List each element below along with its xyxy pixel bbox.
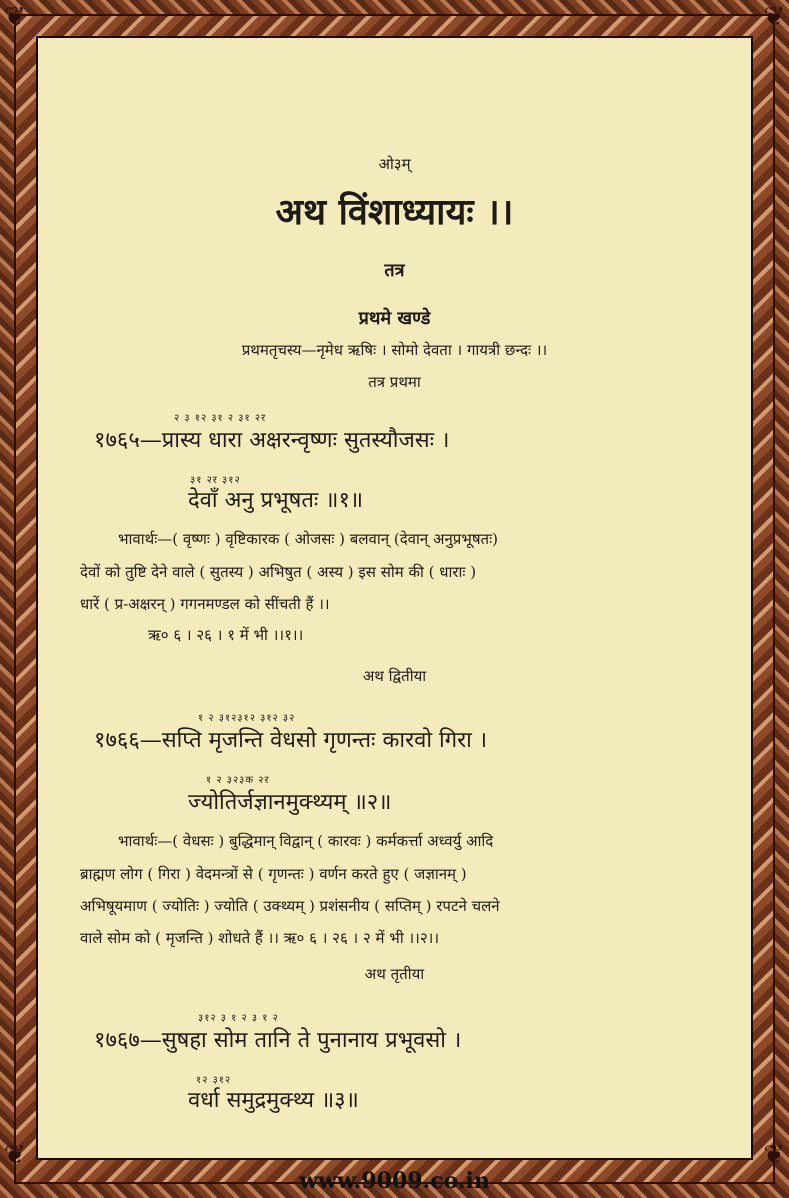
gloss-line: भावार्थः—( वेधसः ) बुद्धिमान् विद्वान् ( कारवः ) कर्मकर्त्ता अध्वर्यु आदि	[118, 832, 494, 850]
verse-line: देवाँ अनु प्रभूषतः ॥१॥	[188, 488, 364, 513]
section-heading: प्रथमे खण्डे	[358, 308, 431, 329]
gloss-line: भावार्थः—( वृष्णः ) वृष्टिकारक ( ओजसः ) बलवान् (देवान् अनुप्रभूषतः)	[118, 530, 498, 548]
corner-ornament-icon: ❦	[4, 2, 26, 32]
corner-ornament-icon: ❦	[763, 1140, 785, 1170]
gloss-line: वाले सोम को ( मृजन्ति ) शोधते हैं ।। ऋ० ६ । २६ । २ में भी ।।२।।	[80, 929, 440, 947]
verse-heading: अथ द्वितीया	[362, 667, 427, 685]
rishi-devata-line: प्रथमतृचस्य—नृमेध ऋषिः । सोमो देवता । गायत्री छन्दः ।।	[241, 341, 548, 359]
corner-ornament-icon: ❦	[763, 2, 785, 32]
verse-line: १७६७—सुषहा सोम तानि ते पुनानाय प्रभूवसो ।	[94, 1028, 462, 1053]
accent-marks: १ २ ३१२३१२ ३१२ ३२	[198, 713, 296, 724]
accent-marks: १ २ ३२३क २र	[206, 775, 270, 786]
verse-line: वर्धा समुद्रमुक्थ्य ॥३॥	[188, 1088, 359, 1113]
accent-marks: ३१२ ३ १ २ ३ १ २	[198, 1013, 279, 1024]
chapter-title: अथ विंशाध्यायः ।।	[275, 191, 514, 233]
verse-heading: अथ तृतीया	[364, 965, 425, 983]
verse-line: १७६५—प्रास्य धारा अक्षरन्वृष्णः सुतस्यौजसः ।	[94, 428, 450, 453]
accent-marks: १२ ३१२	[196, 1075, 232, 1086]
verse-line: ज्योतिर्जज्ञानमुक्थ्यम् ॥२॥	[188, 790, 392, 815]
corner-ornament-icon: ❦	[4, 1140, 26, 1170]
accent-marks: २ ३ १२ ३१ २ ३१ २र	[174, 413, 267, 424]
reference-line: ऋ० ६ । २६ । १ में भी ।।१।।	[148, 626, 304, 644]
site-footer: www.9009.co.in	[299, 1168, 490, 1194]
gloss-line: अभिषूयमाण ( ज्योतिः ) ज्योति ( उक्थ्यम् ) प्रशंसनीय ( सप्तिम् ) रपटने चलने	[80, 897, 500, 915]
verse-line: १७६६—सप्ति मृजन्ति वेधसो गृणन्तः कारवो गिरा ।	[94, 728, 488, 753]
tatra-heading: तत्र	[384, 260, 405, 281]
accent-marks: ३१ २र ३१२	[190, 475, 241, 486]
verse-heading: तत्र प्रथमा	[368, 373, 421, 391]
gloss-line: धारें ( प्र-अक्षरन् ) गगनमण्डल को सींचती हैं ।।	[80, 595, 330, 613]
gloss-line: ब्राह्मण लोग ( गिरा ) वेदमन्त्रों से ( गृणन्तः ) वर्णन करते हुए ( जज्ञानम् )	[80, 865, 467, 883]
book-page	[36, 36, 753, 1160]
om-symbol: ओ३म्	[378, 155, 411, 173]
gloss-line: देवों को तुष्टि देने वाले ( सुतस्य ) अभिषुत ( अस्य ) इस सोम की ( धाराः )	[80, 563, 477, 581]
